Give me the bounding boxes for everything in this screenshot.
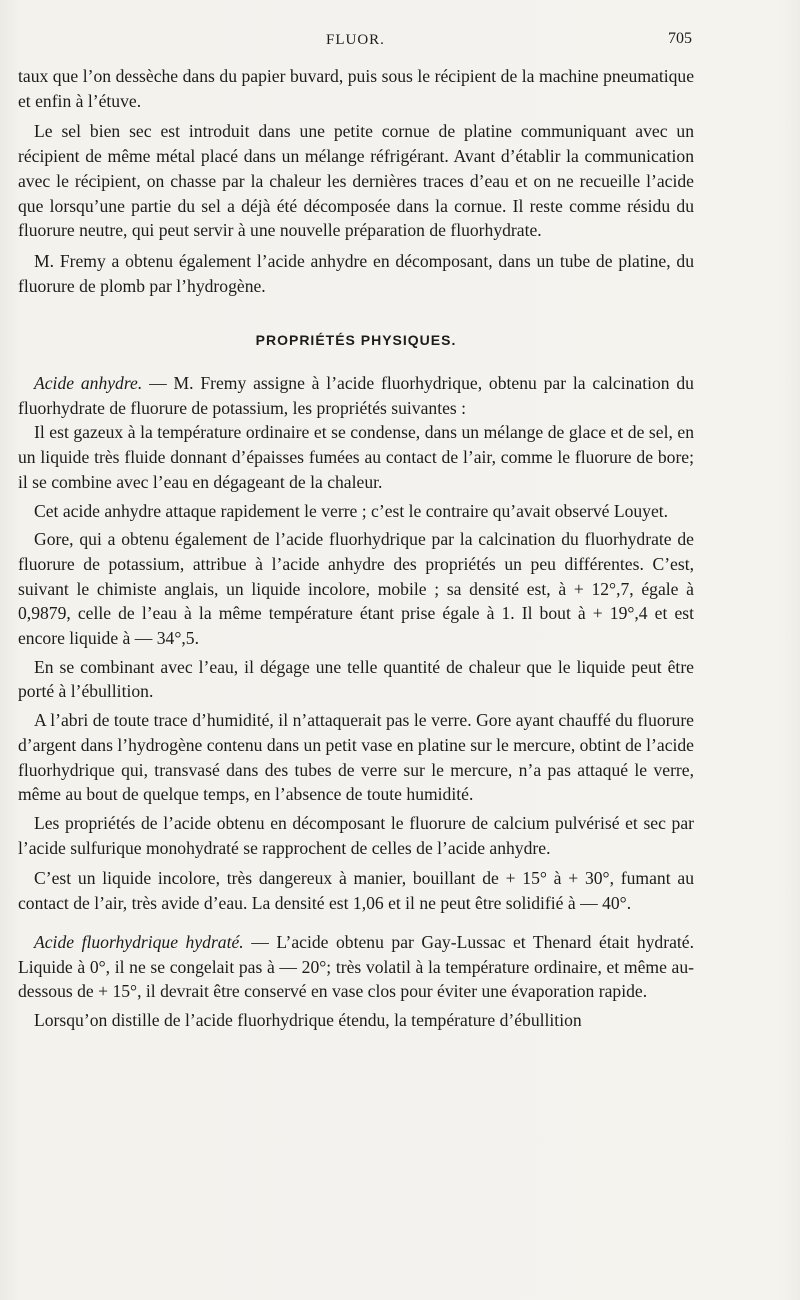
page-header bbox=[0, 30, 800, 54]
paragraph: A l’abri de toute trace d’humidité, il n’attaquerait pas le verre. Gore ayant chauffé du fluorure d’argent dans l’hydrogène contenu dans un petit vase en platine sur le mercure, obtint de l’acide fluorhydrique qui, transvasé dans des tubes de verre sur le mercure, n’a pas attaqué le verre, même au bout de quelque temps, en l’absence de toute humidité. bbox=[18, 710, 694, 805]
running-head: FLUOR. bbox=[326, 32, 385, 48]
paragraph: Cet acide anhydre attaque rapidement le verre ; c’est le contraire qu’avait observé Louyet. bbox=[34, 500, 669, 521]
paragraph: En se combinant avec l’eau, il dégage une telle quantité de chaleur que le liquide peut être porté à l’ébullition. bbox=[18, 656, 694, 702]
paragraph: Gore, qui a obtenu également de l’acide fluorhydrique par la calcination du fluorhydrate de fluorure de potassium, attribue à l’acide anhydre des propriétés un peu différentes. C’est, suivant le chimiste anglais, un liquide incolore, mobile ; sa densité est, à + 12°,7, égale à 0,9879, celle de l’eau à la même température étant prise égale à 1. Il bout à + 19°,4 et est encore liquide à — 34°,5. bbox=[18, 529, 694, 649]
section-title: PROPRIÉTÉS PHYSIQUES. bbox=[255, 332, 457, 349]
paragraph: M. Fremy a obtenu également l’acide anhydre en décomposant, dans un tube de platine, du fluorure de plomb par l’hydrogène. bbox=[18, 250, 694, 296]
paragraph: C’est un liquide incolore, très dangereux à manier, bouillant de + 15° à + 30°, fumant au contact de l’air, très avide d’eau. La densité est 1,06 et il ne peut être solidifié à — 40°. bbox=[18, 868, 694, 914]
paragraph-text: — M. Fremy assigne à l’acide fluorhydrique, obtenu par la calcination du fluorhydrate de fluorure de potassium, les propriétés suivantes : bbox=[18, 373, 694, 418]
paragraph-text: — L’acide obtenu par Gay-Lussac et Thenard était hydraté. Liquide à 0°, il ne se congelait pas à — 20°; très volatil à la température ordinaire, et même au-dessous de + 15°, il devrait être conservé en vase clos pour éviter une évaporation rapide. bbox=[18, 931, 694, 1002]
paragraph bbox=[18, 371, 694, 420]
paragraph: Les propriétés de l’acide obtenu en décomposant le fluorure de calcium pulvérisé et sec par l’acide sulfurique monohydraté se rapprochent de celles de l’acide anhydre. bbox=[18, 812, 694, 858]
paragraph-lead: Acide fluorhydrique hydraté. bbox=[34, 931, 244, 952]
paragraph: Le sel bien sec est introduit dans une petite cornue de platine communiquant avec un récipient de même métal placé dans un mélange réfrigérant. Avant d’établir la communication avec le récipient, on chasse par la chaleur les dernières traces d’eau et on ne recueille l’acide que lorsqu’une partie du sel a déjà été décomposée dans la cornue. Il reste comme résidu du fluorure neutre, qui peut servir à une nouvelle préparation de fluorhydrate. bbox=[18, 121, 694, 241]
paragraph: Il est gazeux à la température ordinaire et se condense, dans un mélange de glace et de sel, en un liquide très fluide donnant d’épaisses fumées au contact de l’air, comme le fluorure de bore; il se combine avec l’eau en dégageant de la chaleur. bbox=[18, 422, 694, 492]
page-number: 705 bbox=[668, 30, 692, 47]
paragraph bbox=[18, 930, 694, 1004]
body-text bbox=[18, 64, 694, 1033]
paragraph: Lorsqu’on distille de l’acide fluorhydrique étendu, la température d’ébullition bbox=[34, 1009, 582, 1030]
paragraph: taux que l’on dessèche dans du papier buvard, puis sous le récipient de la machine pneumatique et enfin à l’étuve. bbox=[18, 66, 694, 111]
paragraph-lead: Acide anhydre. bbox=[34, 373, 143, 394]
